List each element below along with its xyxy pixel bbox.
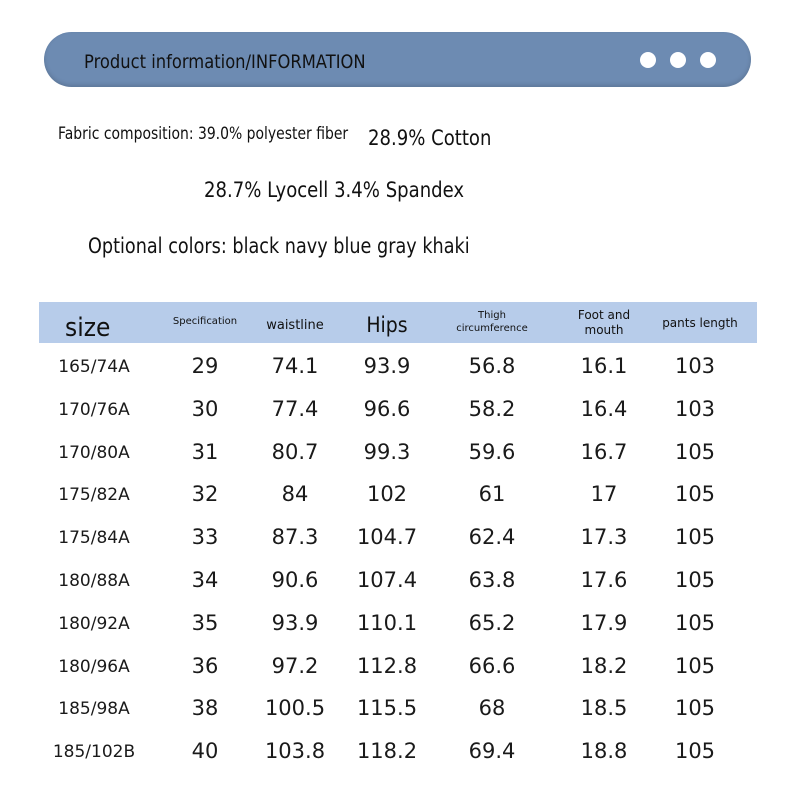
cell-waistline: 80.7 [271, 439, 319, 464]
cell-hips: 104.7 [356, 525, 418, 550]
cell-thigh: 56.8 [468, 354, 516, 378]
cell-length: 103 [674, 396, 716, 421]
header-dots [640, 52, 716, 68]
cell-foot: 16.7 [580, 439, 628, 464]
cell-hips: 102 [366, 482, 408, 507]
cell-size: 180/88A [58, 570, 130, 591]
cell-length: 105 [674, 525, 716, 550]
cell-thigh: 62.4 [468, 525, 516, 550]
cell-hips: 93.9 [363, 354, 411, 378]
cell-size: 185/98A [58, 699, 130, 720]
cell-length: 105 [674, 653, 716, 678]
cell-thigh: 59.6 [468, 439, 516, 464]
table-row [39, 473, 757, 516]
cell-length: 105 [674, 696, 716, 721]
table-row [39, 388, 757, 431]
table-row [39, 345, 757, 388]
dot-icon [700, 52, 716, 68]
cell-hips: 96.6 [363, 396, 411, 421]
cell-size: 175/82A [58, 485, 130, 506]
cell-hips: 115.5 [356, 696, 418, 721]
cell-waistline: 90.6 [271, 567, 319, 592]
cell-length: 103 [674, 354, 716, 378]
cell-waistline: 87.3 [271, 525, 319, 550]
cell-thigh: 69.4 [468, 739, 516, 764]
cell-specification: 38 [191, 696, 219, 721]
header-title: Product information/INFORMATION [84, 51, 366, 73]
header-waistline: waistline [266, 318, 324, 333]
cell-specification: 36 [191, 653, 219, 678]
cell-foot: 18.2 [580, 653, 628, 678]
size-table-header [39, 302, 757, 343]
table-row [39, 645, 757, 688]
cell-specification: 33 [191, 525, 219, 550]
cell-foot: 16.1 [580, 354, 628, 378]
table-row [39, 431, 757, 474]
cell-waistline: 97.2 [271, 653, 319, 678]
header-foot-and-mouth: Foot and mouth [577, 308, 631, 337]
header-thigh-circumference: Thigh circumference [456, 310, 528, 334]
cell-size: 165/74A [58, 357, 130, 377]
cell-specification: 40 [191, 739, 219, 764]
cell-thigh: 58.2 [468, 396, 516, 421]
cell-size: 180/96A [58, 656, 130, 677]
cell-specification: 34 [191, 567, 219, 592]
cell-hips: 118.2 [356, 739, 418, 764]
cell-waistline: 100.5 [264, 696, 326, 721]
cell-hips: 99.3 [363, 439, 411, 464]
cell-waistline: 74.1 [271, 354, 319, 378]
table-row [39, 559, 757, 602]
fabric-cotton: 28.9% Cotton [368, 126, 492, 150]
cell-size: 185/102B [52, 742, 136, 763]
header-specification: Specification [172, 316, 238, 327]
optional-colors: Optional colors: black navy blue gray khaki [88, 234, 470, 258]
cell-size: 175/84A [58, 528, 130, 549]
fabric-composition-label: Fabric composition: 39.0% polyester fiber [58, 124, 349, 144]
table-row [39, 602, 757, 645]
table-row [39, 687, 757, 730]
cell-length: 105 [674, 567, 716, 592]
header-hips: Hips [366, 313, 408, 337]
cell-size: 180/92A [58, 613, 130, 634]
cell-foot: 18.5 [580, 696, 628, 721]
cell-waistline: 77.4 [271, 396, 319, 421]
cell-foot: 18.8 [580, 739, 628, 764]
cell-size: 170/76A [58, 399, 130, 420]
size-table-body [39, 345, 757, 773]
header-banner [44, 32, 751, 87]
cell-thigh: 66.6 [468, 653, 516, 678]
cell-foot: 17.9 [580, 610, 628, 635]
cell-specification: 29 [191, 354, 219, 378]
header-pants-length: pants length [662, 316, 738, 330]
cell-waistline: 84 [281, 482, 309, 507]
cell-foot: 16.4 [580, 396, 628, 421]
cell-thigh: 63.8 [468, 567, 516, 592]
cell-length: 105 [674, 439, 716, 464]
header-size: size [65, 313, 111, 343]
cell-specification: 31 [191, 439, 219, 464]
cell-thigh: 61 [478, 482, 506, 507]
cell-thigh: 68 [478, 696, 506, 721]
cell-length: 105 [674, 739, 716, 764]
cell-length: 105 [674, 610, 716, 635]
cell-specification: 32 [191, 482, 219, 507]
fabric-composition-line2: 28.7% Lyocell 3.4% Spandex [204, 178, 465, 202]
cell-waistline: 93.9 [271, 610, 319, 635]
dot-icon [670, 52, 686, 68]
table-row [39, 730, 757, 773]
dot-icon [640, 52, 656, 68]
cell-thigh: 65.2 [468, 610, 516, 635]
cell-specification: 30 [191, 396, 219, 421]
cell-foot: 17 [590, 482, 618, 507]
cell-specification: 35 [191, 610, 219, 635]
table-row [39, 516, 757, 559]
cell-hips: 112.8 [356, 653, 418, 678]
cell-size: 170/80A [58, 442, 130, 463]
cell-foot: 17.3 [580, 525, 628, 550]
cell-hips: 107.4 [356, 567, 418, 592]
cell-waistline: 103.8 [264, 739, 326, 764]
cell-foot: 17.6 [580, 567, 628, 592]
cell-length: 105 [674, 482, 716, 507]
cell-hips: 110.1 [356, 610, 418, 635]
